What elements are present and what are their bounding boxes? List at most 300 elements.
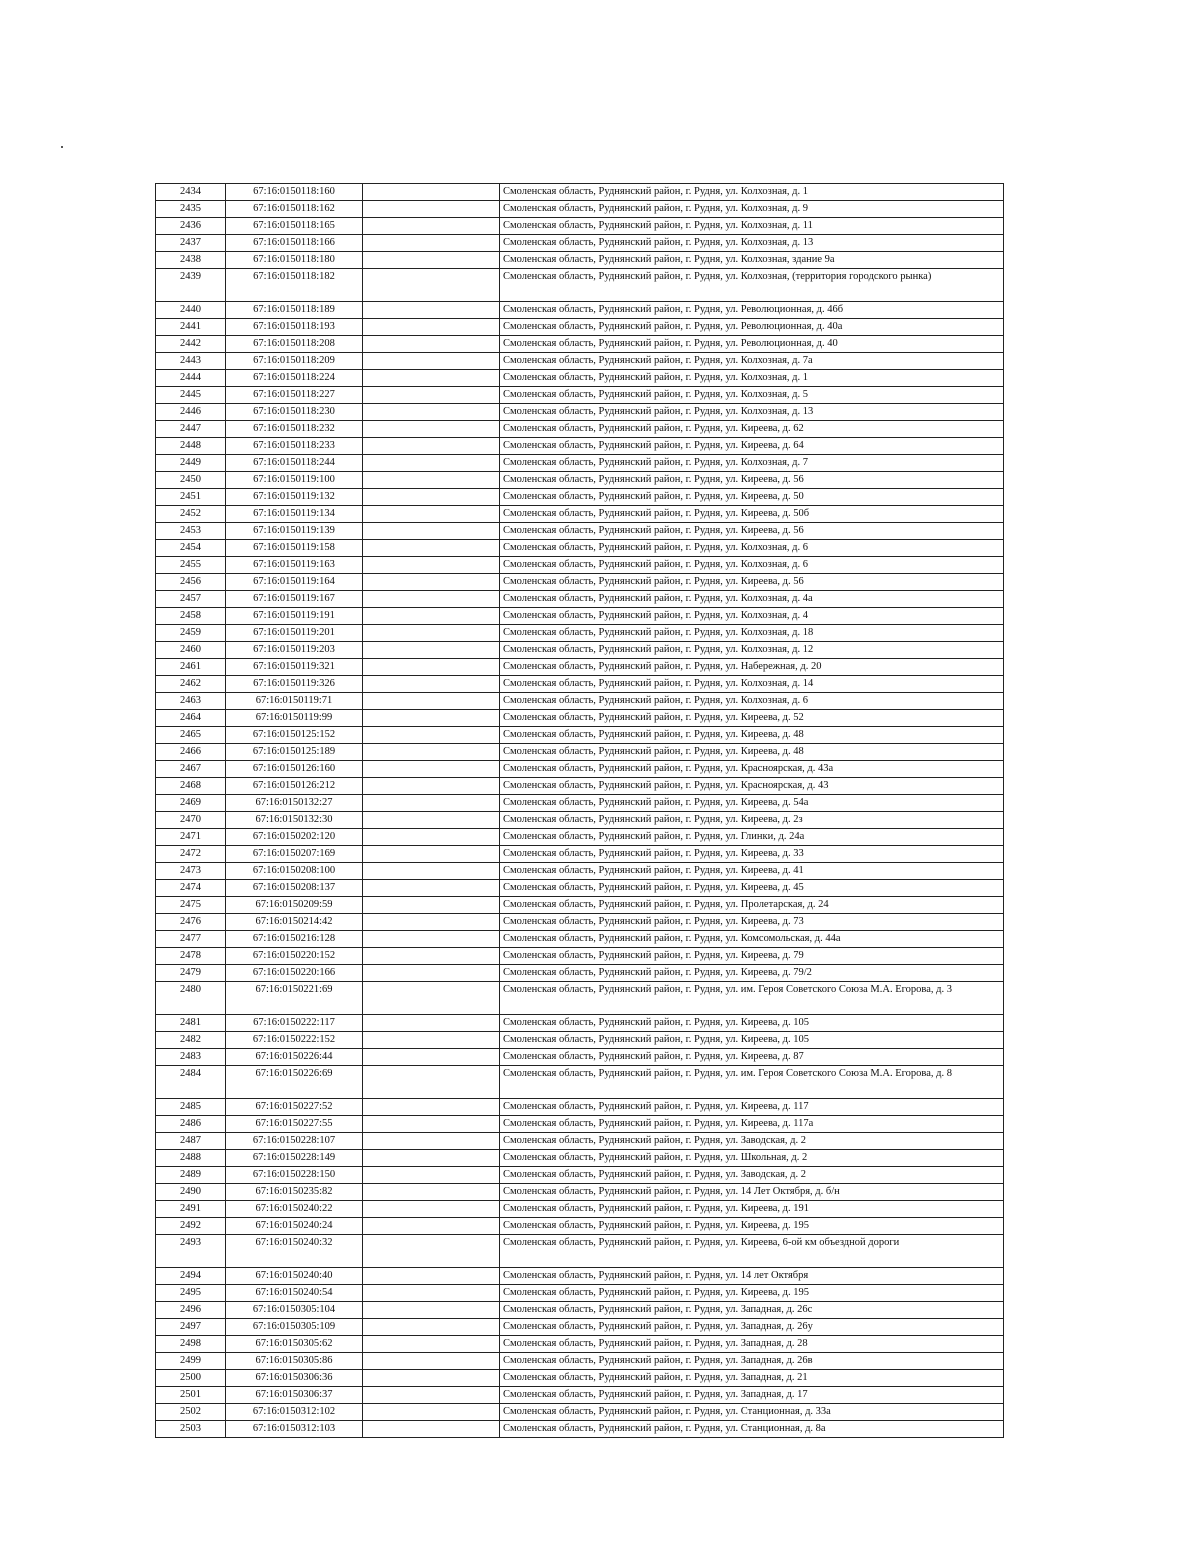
table-row [156,404,1004,421]
cadastral-number-cell: 67:16:0150306:37 [226,1387,363,1404]
table-row [156,489,1004,506]
table-row [156,1032,1004,1049]
empty-cell [363,1235,500,1268]
cadastral-number-cell: 67:16:0150240:22 [226,1201,363,1218]
cadastral-number-cell: 67:16:0150119:158 [226,540,363,557]
cadastral-number-cell: 67:16:0150118:193 [226,319,363,336]
empty-cell [363,778,500,795]
row-number-cell: 2455 [156,557,226,574]
cadastral-number-cell: 67:16:0150312:102 [226,1404,363,1421]
table-row [156,812,1004,829]
cadastral-number-cell: 67:16:0150119:326 [226,676,363,693]
empty-cell [363,982,500,1015]
cadastral-number-cell: 67:16:0150119:163 [226,557,363,574]
row-number-cell: 2494 [156,1268,226,1285]
empty-cell [363,1015,500,1032]
table-row [156,676,1004,693]
empty-cell [363,1133,500,1150]
row-number-cell: 2445 [156,387,226,404]
address-cell: Смоленская область, Руднянский район, г. Рудня, ул. Набережная, д. 20 [500,659,1004,676]
table-row [156,897,1004,914]
cadastral-number-cell: 67:16:0150119:139 [226,523,363,540]
cadastral-number-cell: 67:16:0150208:137 [226,880,363,897]
cadastral-number-cell: 67:16:0150305:109 [226,1319,363,1336]
address-cell: Смоленская область, Руднянский район, г. Рудня, ул. Киреева, д. 56 [500,574,1004,591]
row-number-cell: 2485 [156,1099,226,1116]
empty-cell [363,523,500,540]
cadastral-number-cell: 67:16:0150208:100 [226,863,363,880]
cadastral-number-cell: 67:16:0150235:82 [226,1184,363,1201]
table-row [156,302,1004,319]
table-row [156,387,1004,404]
empty-cell [363,659,500,676]
cadastral-number-cell: 67:16:0150214:42 [226,914,363,931]
table-row [156,235,1004,252]
cadastral-number-cell: 67:16:0150132:27 [226,795,363,812]
row-number-cell: 2451 [156,489,226,506]
address-cell: Смоленская область, Руднянский район, г. Рудня, ул. Киреева, д. 48 [500,744,1004,761]
table-row [156,1133,1004,1150]
empty-cell [363,744,500,761]
empty-cell [363,693,500,710]
table-row [156,846,1004,863]
address-cell: Смоленская область, Руднянский район, г. Рудня, ул. Киреева, д. 56 [500,523,1004,540]
row-number-cell: 2434 [156,184,226,201]
table-row [156,1302,1004,1319]
address-cell: Смоленская область, Руднянский район, г. Рудня, ул. Станционная, д. 33а [500,1404,1004,1421]
empty-cell [363,387,500,404]
address-cell: Смоленская область, Руднянский район, г. Рудня, ул. Западная, д. 26с [500,1302,1004,1319]
address-cell: Смоленская область, Руднянский район, г. Рудня, ул. Колхозная, д. 1 [500,370,1004,387]
address-cell: Смоленская область, Руднянский район, г. Рудня, ул. Западная, д. 21 [500,1370,1004,1387]
empty-cell [363,880,500,897]
empty-cell [363,1302,500,1319]
address-cell: Смоленская область, Руднянский район, г. Рудня, ул. Колхозная, д. 14 [500,676,1004,693]
row-number-cell: 2475 [156,897,226,914]
table-row [156,1066,1004,1099]
address-cell: Смоленская область, Руднянский район, г. Рудня, ул. Западная, д. 26у [500,1319,1004,1336]
row-number-cell: 2472 [156,846,226,863]
empty-cell [363,1116,500,1133]
table-row [156,931,1004,948]
cadastral-number-cell: 67:16:0150240:32 [226,1235,363,1268]
empty-cell [363,1167,500,1184]
address-cell: Смоленская область, Руднянский район, г. Рудня, ул. Красноярская, д. 43 [500,778,1004,795]
row-number-cell: 2465 [156,727,226,744]
address-cell: Смоленская область, Руднянский район, г. Рудня, ул. Киреева, д. 117а [500,1116,1004,1133]
table-row [156,1201,1004,1218]
cadastral-number-cell: 67:16:0150119:203 [226,642,363,659]
empty-cell [363,846,500,863]
cadastral-number-cell: 67:16:0150305:86 [226,1353,363,1370]
empty-cell [363,812,500,829]
table-row [156,1116,1004,1133]
empty-cell [363,1421,500,1438]
cadastral-number-cell: 67:16:0150240:24 [226,1218,363,1235]
empty-cell [363,948,500,965]
empty-cell [363,608,500,625]
row-number-cell: 2440 [156,302,226,319]
row-number-cell: 2436 [156,218,226,235]
address-cell: Смоленская область, Руднянский район, г. Рудня, ул. Западная, д. 28 [500,1336,1004,1353]
address-cell: Смоленская область, Руднянский район, г. Рудня, ул. Западная, д. 17 [500,1387,1004,1404]
table-row [156,608,1004,625]
address-cell: Смоленская область, Руднянский район, г. Рудня, ул. Колхозная, д. 7 [500,455,1004,472]
row-number-cell: 2500 [156,1370,226,1387]
row-number-cell: 2479 [156,965,226,982]
address-cell: Смоленская область, Руднянский район, г. Рудня, ул. Киреева, д. 62 [500,421,1004,438]
cadastral-number-cell: 67:16:0150226:69 [226,1066,363,1099]
empty-cell [363,252,500,269]
address-cell: Смоленская область, Руднянский район, г. Рудня, ул. 14 Лет Октября, д. б/н [500,1184,1004,1201]
table-row [156,1370,1004,1387]
cadastral-number-cell: 67:16:0150119:167 [226,591,363,608]
address-cell: Смоленская область, Руднянский район, г. Рудня, ул. Колхозная, д. 4а [500,591,1004,608]
table-row [156,540,1004,557]
row-number-cell: 2470 [156,812,226,829]
row-number-cell: 2492 [156,1218,226,1235]
cadastral-number-cell: 67:16:0150228:150 [226,1167,363,1184]
address-cell: Смоленская область, Руднянский район, г. Рудня, ул. Киреева, д. 73 [500,914,1004,931]
table-row [156,914,1004,931]
table-row [156,1099,1004,1116]
row-number-cell: 2459 [156,625,226,642]
empty-cell [363,795,500,812]
empty-cell [363,1049,500,1066]
address-cell: Смоленская область, Руднянский район, г. Рудня, ул. Заводская, д. 2 [500,1167,1004,1184]
table-row [156,218,1004,235]
address-cell: Смоленская область, Руднянский район, г. Рудня, ул. Киреева, д. 195 [500,1285,1004,1302]
table-row [156,591,1004,608]
cadastral-number-cell: 67:16:0150216:128 [226,931,363,948]
address-cell: Смоленская область, Руднянский район, г. Рудня, ул. Колхозная, д. 13 [500,404,1004,421]
empty-cell [363,472,500,489]
row-number-cell: 2450 [156,472,226,489]
table-row [156,1421,1004,1438]
property-table [155,183,1004,1438]
table-row [156,184,1004,201]
row-number-cell: 2498 [156,1336,226,1353]
row-number-cell: 2444 [156,370,226,387]
address-cell: Смоленская область, Руднянский район, г. Рудня, ул. Станционная, д. 8а [500,1421,1004,1438]
table-row [156,1015,1004,1032]
row-number-cell: 2443 [156,353,226,370]
row-number-cell: 2493 [156,1235,226,1268]
table-row [156,1049,1004,1066]
row-number-cell: 2467 [156,761,226,778]
address-cell: Смоленская область, Руднянский район, г. Рудня, ул. Киреева, д. 52 [500,710,1004,727]
table-row [156,1404,1004,1421]
table-row [156,557,1004,574]
address-cell: Смоленская область, Руднянский район, г. Рудня, ул. Колхозная, д. 6 [500,693,1004,710]
cadastral-number-cell: 67:16:0150118:160 [226,184,363,201]
cadastral-number-cell: 67:16:0150312:103 [226,1421,363,1438]
address-cell: Смоленская область, Руднянский район, г. Рудня, ул. Киреева, д. 54а [500,795,1004,812]
address-cell: Смоленская область, Руднянский район, г. Рудня, ул. Колхозная, д. 9 [500,201,1004,218]
row-number-cell: 2471 [156,829,226,846]
empty-cell [363,1032,500,1049]
table-row [156,795,1004,812]
cadastral-number-cell: 67:16:0150118:230 [226,404,363,421]
cadastral-number-cell: 67:16:0150221:69 [226,982,363,1015]
table-row [156,1167,1004,1184]
table-row [156,761,1004,778]
row-number-cell: 2439 [156,269,226,302]
cadastral-number-cell: 67:16:0150222:117 [226,1015,363,1032]
table-row [156,574,1004,591]
row-number-cell: 2497 [156,1319,226,1336]
cadastral-number-cell: 67:16:0150118:166 [226,235,363,252]
table-row [156,201,1004,218]
table-row [156,1235,1004,1268]
empty-cell [363,506,500,523]
cadastral-number-cell: 67:16:0150240:40 [226,1268,363,1285]
address-cell: Смоленская область, Руднянский район, г. Рудня, ул. им. Героя Советского Союза М.А. Егорова, д. 8 [500,1066,1004,1099]
empty-cell [363,557,500,574]
cadastral-number-cell: 67:16:0150119:132 [226,489,363,506]
address-cell: Смоленская область, Руднянский район, г. Рудня, ул. Глинки, д. 24а [500,829,1004,846]
table-row [156,1319,1004,1336]
empty-cell [363,676,500,693]
row-number-cell: 2446 [156,404,226,421]
row-number-cell: 2462 [156,676,226,693]
address-cell: Смоленская область, Руднянский район, г. Рудня, ул. Колхозная, д. 6 [500,557,1004,574]
row-number-cell: 2464 [156,710,226,727]
address-cell: Смоленская область, Руднянский район, г. Рудня, ул. Киреева, д. 2з [500,812,1004,829]
cadastral-number-cell: 67:16:0150119:191 [226,608,363,625]
table-row [156,659,1004,676]
cadastral-number-cell: 67:16:0150118:189 [226,302,363,319]
empty-cell [363,1184,500,1201]
address-cell: Смоленская область, Руднянский район, г. Рудня, ул. Пролетарская, д. 24 [500,897,1004,914]
empty-cell [363,269,500,302]
cadastral-number-cell: 67:16:0150119:164 [226,574,363,591]
row-number-cell: 2447 [156,421,226,438]
row-number-cell: 2469 [156,795,226,812]
cadastral-number-cell: 67:16:0150226:44 [226,1049,363,1066]
empty-cell [363,761,500,778]
row-number-cell: 2495 [156,1285,226,1302]
empty-cell [363,914,500,931]
empty-cell [363,931,500,948]
empty-cell [363,404,500,421]
address-cell: Смоленская область, Руднянский район, г. Рудня, ул. Киреева, д. 195 [500,1218,1004,1235]
table-row [156,506,1004,523]
address-cell: Смоленская область, Руднянский район, г. Рудня, ул. Киреева, д. 33 [500,846,1004,863]
address-cell: Смоленская область, Руднянский район, г. Рудня, ул. Колхозная, (территория городского рынка) [500,269,1004,302]
empty-cell [363,574,500,591]
address-cell: Смоленская область, Руднянский район, г. Рудня, ул. Школьная, д. 2 [500,1150,1004,1167]
row-number-cell: 2468 [156,778,226,795]
cadastral-number-cell: 67:16:0150119:71 [226,693,363,710]
empty-cell [363,184,500,201]
row-number-cell: 2466 [156,744,226,761]
row-number-cell: 2496 [156,1302,226,1319]
table-row [156,1336,1004,1353]
address-cell: Смоленская область, Руднянский район, г. Рудня, ул. Колхозная, д. 18 [500,625,1004,642]
cadastral-number-cell: 67:16:0150222:152 [226,1032,363,1049]
row-number-cell: 2454 [156,540,226,557]
address-cell: Смоленская область, Руднянский район, г. Рудня, ул. Колхозная, д. 11 [500,218,1004,235]
empty-cell [363,863,500,880]
row-number-cell: 2490 [156,1184,226,1201]
empty-cell [363,319,500,336]
address-cell: Смоленская область, Руднянский район, г. Рудня, ул. им. Героя Советского Союза М.А. Егорова, д. 3 [500,982,1004,1015]
row-number-cell: 2476 [156,914,226,931]
empty-cell [363,1319,500,1336]
table-row [156,710,1004,727]
empty-cell [363,1336,500,1353]
empty-cell [363,829,500,846]
address-cell: Смоленская область, Руднянский район, г. Рудня, ул. Киреева, д. 79 [500,948,1004,965]
table-row [156,1387,1004,1404]
cadastral-number-cell: 67:16:0150125:152 [226,727,363,744]
table-row [156,252,1004,269]
cadastral-number-cell: 67:16:0150207:169 [226,846,363,863]
scan-speck [61,146,63,148]
empty-cell [363,1218,500,1235]
row-number-cell: 2477 [156,931,226,948]
table-row [156,744,1004,761]
row-number-cell: 2453 [156,523,226,540]
empty-cell [363,336,500,353]
cadastral-number-cell: 67:16:0150119:134 [226,506,363,523]
empty-cell [363,455,500,472]
row-number-cell: 2463 [156,693,226,710]
cadastral-number-cell: 67:16:0150118:232 [226,421,363,438]
row-number-cell: 2441 [156,319,226,336]
empty-cell [363,1285,500,1302]
empty-cell [363,218,500,235]
table-row [156,982,1004,1015]
empty-cell [363,591,500,608]
table-row [156,523,1004,540]
empty-cell [363,1404,500,1421]
empty-cell [363,1066,500,1099]
row-number-cell: 2438 [156,252,226,269]
cadastral-number-cell: 67:16:0150228:149 [226,1150,363,1167]
table-row [156,319,1004,336]
cadastral-number-cell: 67:16:0150118:165 [226,218,363,235]
row-number-cell: 2457 [156,591,226,608]
row-number-cell: 2501 [156,1387,226,1404]
table-row [156,269,1004,302]
empty-cell [363,201,500,218]
row-number-cell: 2491 [156,1201,226,1218]
address-cell: Смоленская область, Руднянский район, г. Рудня, ул. Колхозная, д. 4 [500,608,1004,625]
empty-cell [363,489,500,506]
address-cell: Смоленская область, Руднянский район, г. Рудня, ул. Колхозная, д. 1 [500,184,1004,201]
table-row [156,1218,1004,1235]
cadastral-number-cell: 67:16:0150227:55 [226,1116,363,1133]
address-cell: Смоленская область, Руднянский район, г. Рудня, ул. Революционная, д. 40 [500,336,1004,353]
cadastral-number-cell: 67:16:0150228:107 [226,1133,363,1150]
table-row [156,693,1004,710]
empty-cell [363,727,500,744]
empty-cell [363,1370,500,1387]
table-row [156,1353,1004,1370]
table-row [156,421,1004,438]
address-cell: Смоленская область, Руднянский район, г. Рудня, ул. Комсомольская, д. 44а [500,931,1004,948]
row-number-cell: 2460 [156,642,226,659]
table-row [156,642,1004,659]
cadastral-number-cell: 67:16:0150118:208 [226,336,363,353]
row-number-cell: 2499 [156,1353,226,1370]
empty-cell [363,235,500,252]
address-cell: Смоленская область, Руднянский район, г. Рудня, ул. Красноярская, д. 43а [500,761,1004,778]
table-row [156,370,1004,387]
row-number-cell: 2489 [156,1167,226,1184]
row-number-cell: 2474 [156,880,226,897]
table-row [156,625,1004,642]
address-cell: Смоленская область, Руднянский район, г. Рудня, ул. Колхозная, д. 12 [500,642,1004,659]
address-cell: Смоленская область, Руднянский район, г. Рудня, ул. Колхозная, здание 9а [500,252,1004,269]
empty-cell [363,625,500,642]
table-row [156,1285,1004,1302]
empty-cell [363,1353,500,1370]
row-number-cell: 2503 [156,1421,226,1438]
cadastral-number-cell: 67:16:0150118:224 [226,370,363,387]
address-cell: Смоленская область, Руднянский район, г. Рудня, ул. Западная, д. 26в [500,1353,1004,1370]
row-number-cell: 2449 [156,455,226,472]
address-cell: Смоленская область, Руднянский район, г. Рудня, ул. Киреева, д. 105 [500,1015,1004,1032]
empty-cell [363,438,500,455]
address-cell: Смоленская область, Руднянский район, г. Рудня, ул. Киреева, д. 105 [500,1032,1004,1049]
address-cell: Смоленская область, Руднянский район, г. Рудня, ул. Киреева, д. 50 [500,489,1004,506]
address-cell: Смоленская область, Руднянский район, г. Рудня, ул. Киреева, д. 79/2 [500,965,1004,982]
cadastral-number-cell: 67:16:0150126:160 [226,761,363,778]
cadastral-number-cell: 67:16:0150220:152 [226,948,363,965]
table-row [156,880,1004,897]
address-cell: Смоленская область, Руднянский район, г. Рудня, ул. Революционная, д. 46б [500,302,1004,319]
row-number-cell: 2482 [156,1032,226,1049]
address-cell: Смоленская область, Руднянский район, г. Рудня, ул. Заводская, д. 2 [500,1133,1004,1150]
row-number-cell: 2478 [156,948,226,965]
address-cell: Смоленская область, Руднянский район, г. Рудня, ул. Колхозная, д. 6 [500,540,1004,557]
table-row [156,1184,1004,1201]
address-cell: Смоленская область, Руднянский район, г. Рудня, ул. Киреева, д. 48 [500,727,1004,744]
empty-cell [363,965,500,982]
row-number-cell: 2461 [156,659,226,676]
cadastral-number-cell: 67:16:0150118:182 [226,269,363,302]
address-cell: Смоленская область, Руднянский район, г. Рудня, ул. Киреева, д. 191 [500,1201,1004,1218]
table-row [156,863,1004,880]
cadastral-number-cell: 67:16:0150118:180 [226,252,363,269]
cadastral-number-cell: 67:16:0150118:227 [226,387,363,404]
empty-cell [363,370,500,387]
cadastral-number-cell: 67:16:0150220:166 [226,965,363,982]
empty-cell [363,710,500,727]
row-number-cell: 2473 [156,863,226,880]
address-cell: Смоленская область, Руднянский район, г. Рудня, ул. Киреева, д. 50б [500,506,1004,523]
empty-cell [363,302,500,319]
empty-cell [363,642,500,659]
cadastral-number-cell: 67:16:0150227:52 [226,1099,363,1116]
empty-cell [363,540,500,557]
cadastral-number-cell: 67:16:0150118:162 [226,201,363,218]
cadastral-number-cell: 67:16:0150240:54 [226,1285,363,1302]
table-row [156,455,1004,472]
empty-cell [363,1099,500,1116]
table-body [156,184,1004,1438]
row-number-cell: 2458 [156,608,226,625]
table-row [156,965,1004,982]
table-row [156,727,1004,744]
row-number-cell: 2442 [156,336,226,353]
address-cell: Смоленская область, Руднянский район, г. Рудня, ул. 14 лет Октября [500,1268,1004,1285]
empty-cell [363,421,500,438]
table-row [156,948,1004,965]
